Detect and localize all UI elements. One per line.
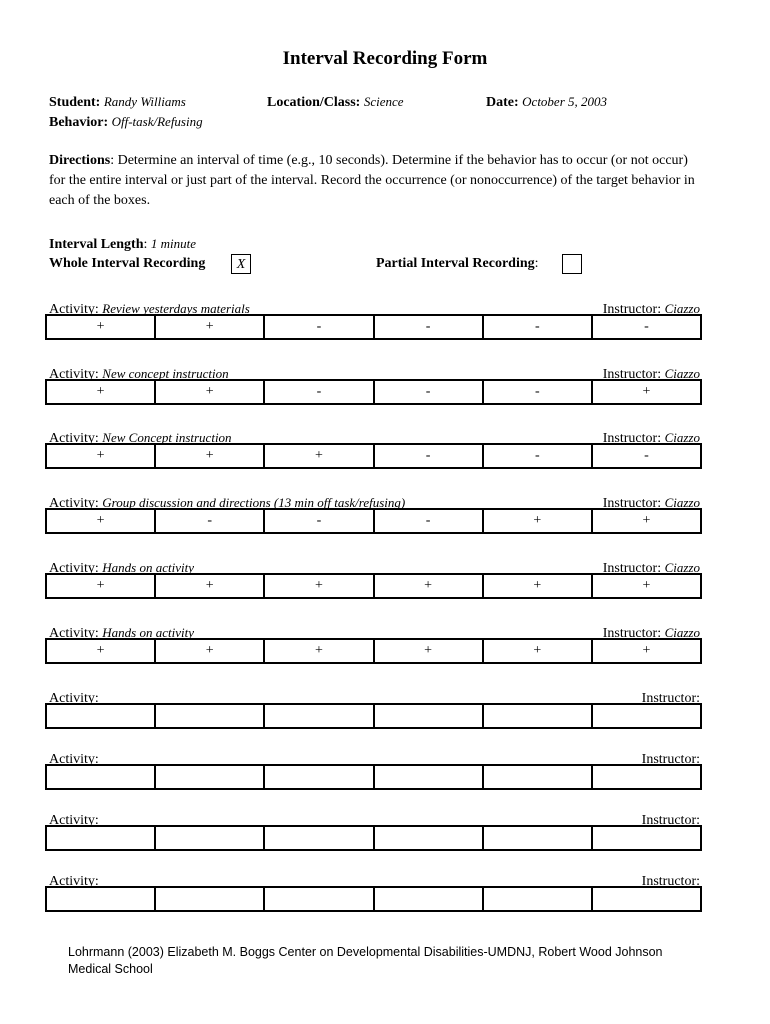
interval-cell[interactable] — [263, 766, 372, 788]
interval-cell[interactable] — [154, 705, 263, 727]
interval-cell[interactable] — [482, 705, 591, 727]
footer-citation: Lohrmann (2003) Elizabeth M. Boggs Center on Developmental Disabilities-UMDNJ, Robert Wood Johnson Medical School — [68, 945, 663, 976]
activity-label: Activity: — [49, 496, 99, 511]
interval-grid — [45, 703, 702, 729]
behavior-label: Behavior: — [49, 115, 109, 130]
interval-grid — [45, 314, 702, 340]
activity-block — [0, 495, 770, 545]
interval-cell[interactable]: - — [373, 316, 482, 338]
activity-label: Activity: — [49, 302, 99, 317]
interval-cell[interactable]: - — [373, 445, 482, 467]
instructor-name: Ciazzo — [664, 366, 700, 381]
interval-cell[interactable]: + — [482, 640, 591, 662]
interval-cell[interactable] — [482, 888, 591, 910]
interval-cell[interactable] — [373, 827, 482, 849]
behavior-value: Off-task/Refusing — [111, 114, 203, 129]
activity-block — [0, 873, 770, 923]
activity-block — [0, 301, 770, 351]
interval-grid — [45, 886, 702, 912]
interval-cell[interactable]: - — [482, 445, 591, 467]
partial-interval-field: Partial Interval Recording: — [376, 256, 539, 271]
interval-cell[interactable] — [263, 888, 372, 910]
instructor-name: Ciazzo — [664, 625, 700, 640]
interval-cell[interactable]: + — [96, 578, 105, 593]
activity-name: Group discussion and directions (13 min off task/refusing) — [102, 495, 406, 510]
activity-block — [0, 366, 770, 416]
student-value: Randy Williams — [103, 94, 186, 109]
activity-label: Activity: — [49, 752, 99, 767]
interval-cell[interactable]: - — [263, 316, 372, 338]
instructor-label: Instructor: — [641, 874, 700, 889]
interval-cell[interactable]: - — [373, 510, 482, 532]
interval-cell[interactable] — [154, 766, 263, 788]
activity-block — [0, 812, 770, 862]
activity-label: Activity: — [49, 626, 99, 641]
interval-cell[interactable]: + — [591, 381, 700, 403]
interval-cell[interactable]: + — [96, 448, 105, 463]
interval-cell[interactable]: + — [154, 575, 263, 597]
interval-cell[interactable]: + — [154, 316, 263, 338]
interval-cell[interactable]: + — [154, 381, 263, 403]
interval-cell[interactable] — [47, 766, 154, 788]
instructor-name: Ciazzo — [664, 560, 700, 575]
interval-cell[interactable]: + — [482, 575, 591, 597]
interval-grid — [45, 443, 702, 469]
date-label: Date: — [486, 95, 519, 110]
interval-cell[interactable]: + — [373, 640, 482, 662]
whole-interval-label: Whole Interval Recording — [49, 256, 206, 271]
instructor-name: Ciazzo — [664, 301, 700, 316]
interval-cell[interactable]: - — [154, 510, 263, 532]
interval-grid — [45, 573, 702, 599]
whole-interval-checkbox[interactable]: X — [231, 254, 251, 274]
interval-cell[interactable]: + — [591, 510, 700, 532]
student-label: Student: — [49, 95, 101, 110]
interval-cell[interactable]: + — [591, 575, 700, 597]
instructor-name: Ciazzo — [664, 495, 700, 510]
interval-cell[interactable]: + — [591, 640, 700, 662]
behavior-field — [49, 114, 203, 131]
activity-name: New Concept instruction — [102, 430, 232, 445]
activity-label: Activity: — [49, 431, 99, 446]
interval-cell[interactable] — [482, 766, 591, 788]
activity-block — [0, 430, 770, 480]
interval-cell[interactable] — [482, 827, 591, 849]
instructor-label: Instructor: — [641, 752, 700, 767]
interval-grid — [45, 508, 702, 534]
interval-cell[interactable] — [47, 827, 154, 849]
interval-cell[interactable]: + — [263, 575, 372, 597]
instructor-label: Instructor: — [641, 691, 700, 706]
activity-label: Activity: — [49, 367, 99, 382]
instructor-label: Instructor: — [602, 496, 662, 511]
interval-length-value: 1 minute — [150, 236, 197, 251]
interval-grid — [45, 638, 702, 664]
interval-cell[interactable]: + — [96, 319, 105, 334]
interval-cell[interactable] — [373, 705, 482, 727]
directions-label: Directions — [49, 153, 111, 168]
instructor-label: Instructor: — [641, 813, 700, 828]
instructor-label: Instructor: — [602, 367, 662, 382]
interval-length-label: Interval Length — [49, 237, 144, 252]
interval-cell[interactable]: + — [263, 640, 372, 662]
interval-cell[interactable] — [373, 766, 482, 788]
interval-cell[interactable]: - — [591, 445, 700, 467]
interval-cell[interactable]: - — [591, 316, 700, 338]
interval-grid — [45, 825, 702, 851]
interval-cell[interactable]: + — [154, 445, 263, 467]
interval-cell[interactable]: - — [482, 381, 591, 403]
interval-cell[interactable]: + — [96, 384, 105, 399]
interval-cell[interactable]: + — [482, 510, 591, 532]
interval-length-field: Interval Length: 1 minute — [49, 236, 197, 252]
interval-cell[interactable] — [47, 888, 154, 910]
interval-grid — [45, 764, 702, 790]
instructor-name: Ciazzo — [664, 430, 700, 445]
location-label: Location/Class: — [267, 95, 361, 110]
activity-label: Activity: — [49, 874, 99, 889]
interval-cell[interactable]: + — [96, 643, 105, 658]
page-title: Interval Recording Form — [282, 48, 488, 69]
interval-cell[interactable]: - — [263, 510, 372, 532]
interval-grid — [45, 379, 702, 405]
interval-cell[interactable] — [154, 888, 263, 910]
activity-name: New concept instruction — [102, 366, 229, 381]
interval-cell[interactable] — [263, 827, 372, 849]
interval-cell[interactable] — [591, 705, 700, 727]
location-field — [267, 94, 404, 111]
student-field — [49, 94, 186, 111]
instructor-label: Instructor: — [602, 302, 662, 317]
activity-name: Hands on activity — [102, 625, 194, 640]
activity-label: Activity: — [49, 691, 99, 706]
directions-text: : Determine an interval of time (e.g., 10 seconds). Determine if the behavior has to occur (or not occur) for the entire interval or just part of the interval. Record the occurrence (or nonoccurrence) of the target behavior in each of the boxes. — [49, 153, 695, 208]
location-value: Science — [363, 94, 404, 109]
interval-cell[interactable]: + — [154, 640, 263, 662]
partial-interval-checkbox[interactable] — [562, 254, 582, 274]
interval-cell[interactable] — [263, 705, 372, 727]
interval-cell[interactable]: + — [96, 513, 105, 528]
date-field — [486, 94, 607, 111]
directions — [49, 151, 699, 211]
interval-cell[interactable]: + — [263, 445, 372, 467]
activity-label: Activity: — [49, 561, 99, 576]
instructor-label: Instructor: — [602, 431, 662, 446]
interval-cell[interactable]: - — [373, 381, 482, 403]
instructor-label: Instructor: — [602, 561, 662, 576]
interval-cell[interactable] — [154, 827, 263, 849]
interval-cell[interactable]: - — [482, 316, 591, 338]
activity-block — [0, 560, 770, 610]
instructor-label: Instructor: — [602, 626, 662, 641]
interval-cell[interactable]: + — [373, 575, 482, 597]
activity-block — [0, 751, 770, 801]
activity-block — [0, 625, 770, 675]
activity-name: Hands on activity — [102, 560, 194, 575]
interval-cell[interactable] — [591, 766, 700, 788]
partial-interval-label: Partial Interval Recording — [376, 256, 535, 271]
activity-label: Activity: — [49, 813, 99, 828]
activity-block — [0, 690, 770, 740]
whole-interval-field — [49, 256, 205, 272]
interval-cell[interactable] — [591, 827, 700, 849]
interval-cell[interactable] — [47, 705, 154, 727]
interval-cell[interactable]: - — [263, 381, 372, 403]
date-value: October 5, 2003 — [522, 94, 608, 109]
activity-name: Review yesterdays materials — [102, 301, 250, 316]
interval-cell[interactable] — [591, 888, 700, 910]
interval-cell[interactable] — [373, 888, 482, 910]
